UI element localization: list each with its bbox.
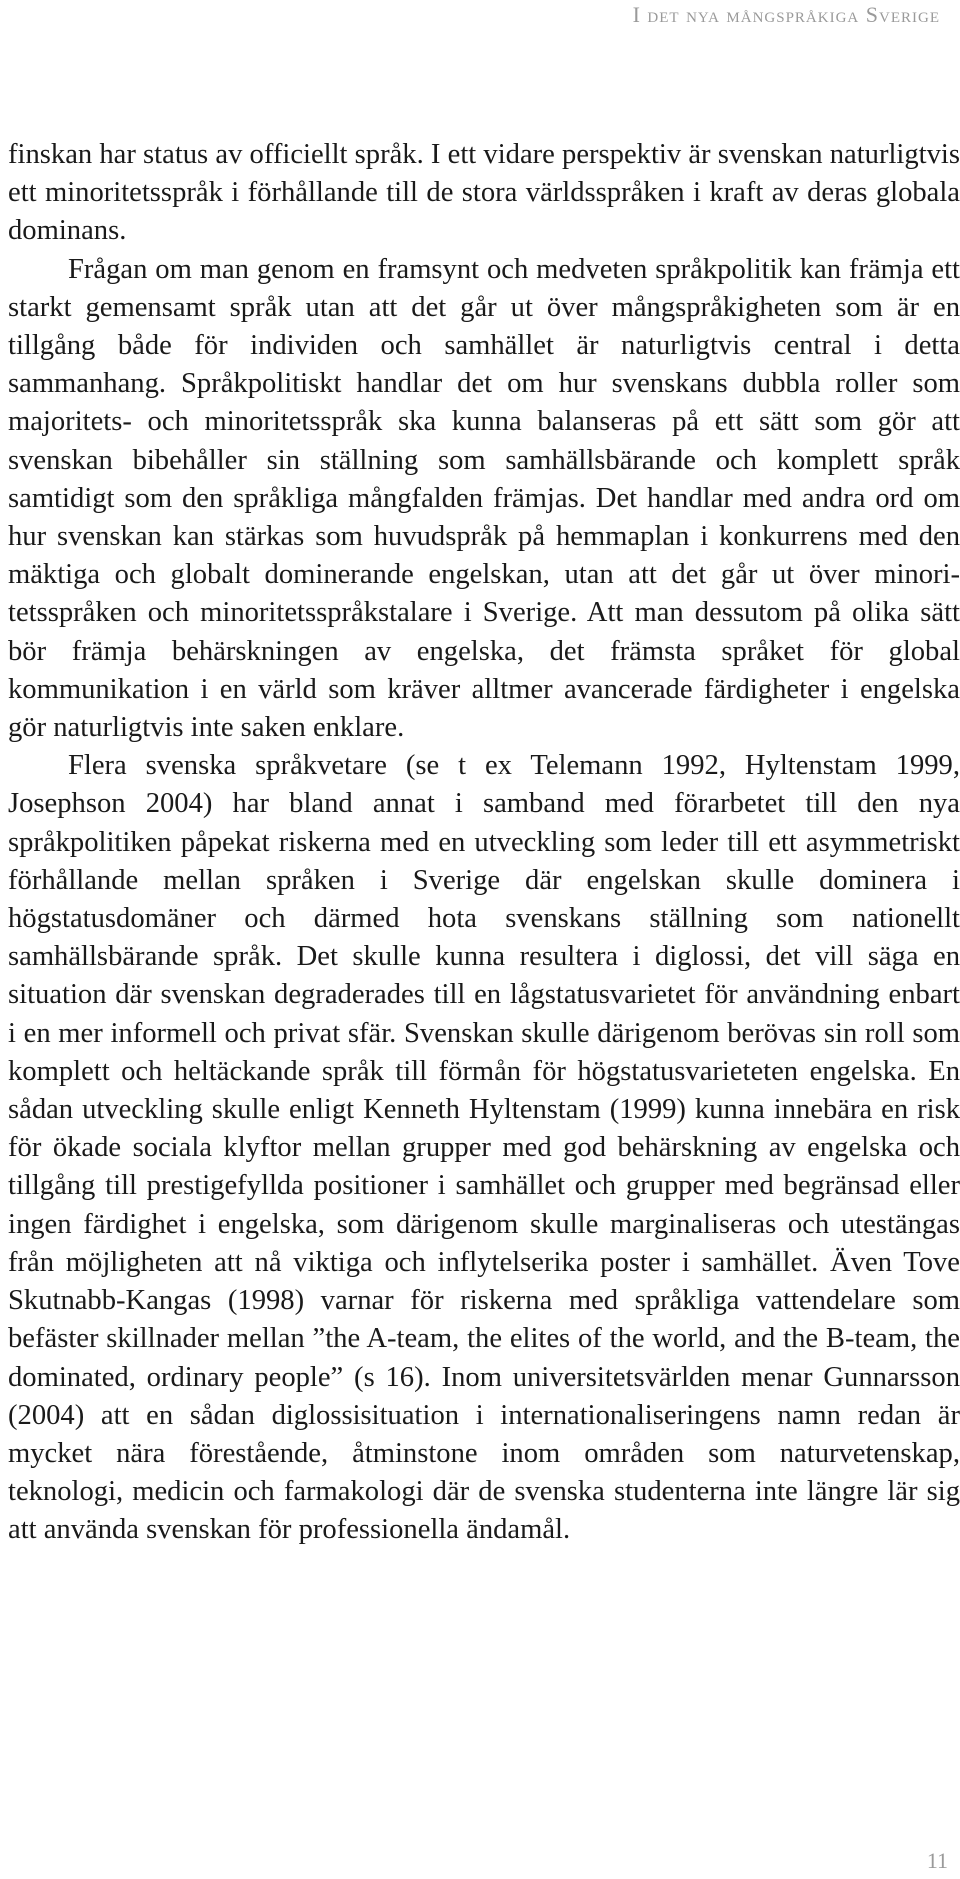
paragraph-language-policy: Frågan om man genom en framsynt och medveten språkpolitik kan främja ett starkt gemensamt språk utan att det går ut över mångspråkigheten som är en tillgång både för individen och samhället är naturligtvis central i detta sammanhang. Språkpolitiskt handlar det om hur svenskans dubbla roller som majoritets- och minoritetsspråk ska kunna balanseras på ett sätt som gör att svenskan bibehåller sin ställning som samhällsbärande och komplett språk samtidigt som den språkliga mångfalden främjas. Det handlar med andra ord om hur svenskan kan stärkas som huvudspråk på hemmaplan i konkurrens med den mäktiga och globalt dominerande engelskan, utan att det går ut över minoritetsspråken och minoritetsspråkstalare i Sverige. Att man dessutom på olika sätt bör främja behärskningen av engelska, det främsta språket för global kommunikation i en värld som kräver alltmer avancerade färdigheter i engelska gör naturligtvis inte saken enklare. xyxy=(8,253,960,744)
paragraph-linguists: Flera svenska språkvetare (se t ex Telemann 1992, Hyltenstam 1999, Josephson 2004) har bland annat i samband med förarbetet till den nya språkpolitiken påpekat riskerna med en utveckling som leder till ett asymmetriskt förhållande mellan språken i Sverige där engelskan skulle dominera i högstatusdomäner och därmed hota svenskans ställning som nationellt samhällsbärande språk. Det skulle kunna resultera i diglossi, det vill säga en situation där svenskan degraderades till en lågstatusvarietet för användning enbart i en mer informell och privat sfär. Svenskan skulle därigenom berövas sin roll som komplett och heltäckande språk till förmån för högstatusvarieteten engelska. En sådan utveckling skulle enligt Kenneth Hyltenstam (1999) kunna innebära en risk för ökade sociala klyftor mellan grupper med god behärskning av engelska och tillgång till prestigefyllda positioner i samhället och grupper med begränsad eller ingen färdighet i engelska, som därigenom skulle marginaliseras och utestängas från möjligheten att nå viktiga och inflytelserika poster i samhället. Även Tove Skutnabb-Kangas (1998) varnar för riskerna med språkliga vattendelare som befäster skillnader mellan ”the A-team, the elites of the world, and the B-team, the dominated, ordinary people” (s 16). Inom universitetsvärlden menar Gunnarsson (2004) att en sådan diglossisituation i internationaliseringens namn redan är mycket nära förestående, åtminstone inom områden som naturvetenskap, teknologi, medicin och farmakologi där de svenska studenterna inte längre lär sig att använda svenskan för professionella ändamål. xyxy=(8,750,960,1546)
page-number: 11 xyxy=(926,1848,948,1873)
paragraph-continuation: finskan har status av officiellt språk. I ett vidare perspektiv är svenskan naturligtvis ett minoritetsspråk i förhållande till de stora världsspråken i kraft av deras globala dominans. xyxy=(8,139,960,247)
running-header: I det nya mångspråkiga Sverige xyxy=(632,2,940,27)
body-text xyxy=(8,136,960,1550)
